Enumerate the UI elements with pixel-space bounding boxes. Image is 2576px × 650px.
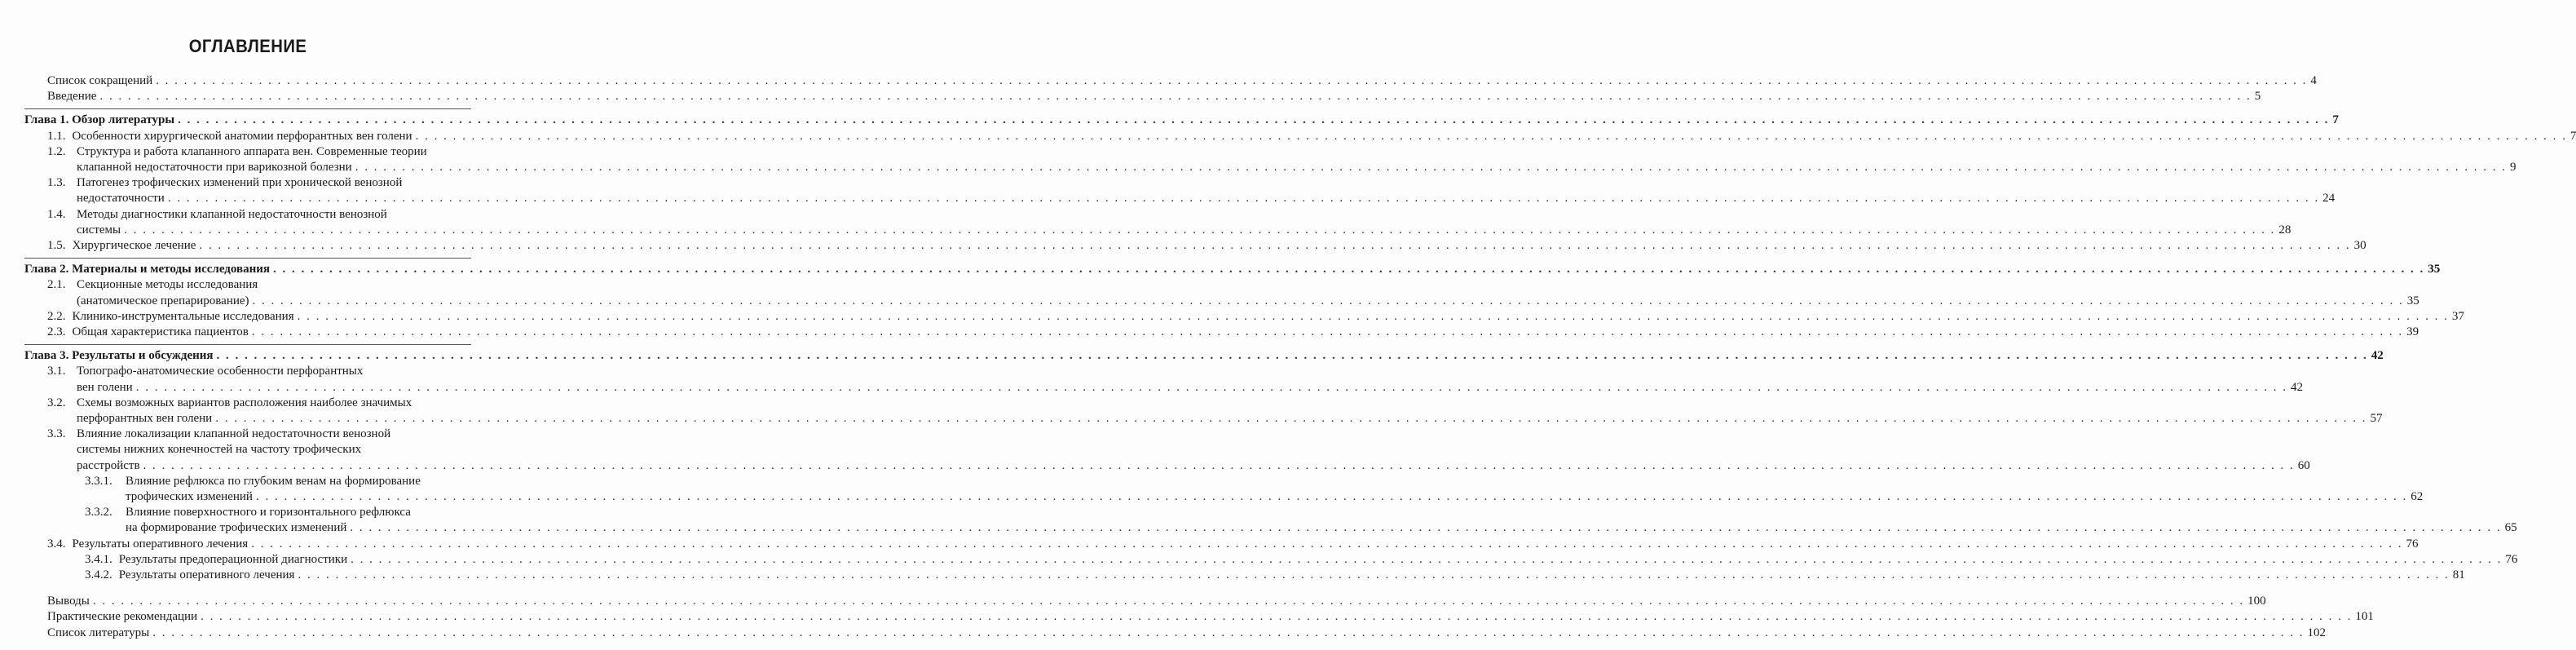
page-number: 9 — [2509, 161, 2516, 174]
entry-number: 2.2. — [47, 309, 66, 323]
dot-leader: . . . . . . . . . . . . . . . . . . . . . . . . . . . . . . . . . . . . . . . . . . . . . . . . . . . . . . . . . . . . . . . . . . . . . . . . . . . . . . . . . . . . . . . . . . . . . . . . . . . . . . . . . . . . . . . . . . . . . . . . . . . . . . . . . . . . . . . . . . . . . . . . . . . . . . . . . . . . . . . . . . . . . . . . . . . . . . . . . . . . . . . . . . . . . . . . . . . . . . . . . . . . . . . . . . . . . . . . . . . . . . . . . . . . . . — [199, 239, 2351, 252]
entry-number: 3.3.1. — [85, 474, 112, 488]
page-number: 102 — [2307, 626, 2326, 639]
entry-title-continued: Схемы возможных вариантов расположения наиболее значимых — [77, 396, 412, 409]
toc-entry[interactable] — [47, 129, 2576, 144]
dot-leader: . . . . . . . . . . . . . . . . . . . . . . . . . . . . . . . . . . . . . . . . . . . . . . . . . . . . . . . . . . . . . . . . . . . . . . . . . . . . . . . . . . . . . . . . . . . . . . . . . . . . . . . . . . . . . . . . . . . . . . . . . . . . . . . . . . . . . . . . . . . . . . . . . . . . . . . . . . . . . . . . . . . . . . . . . . . . . . . . . . . . . . . . . . . . . . . . . . . . . . . . . . . . . . . . . . . . . . . . . . . . . . . . . . . . . . — [178, 113, 2330, 127]
entry-title: Список литературы — [47, 626, 150, 639]
toc-entry[interactable] — [85, 552, 2518, 567]
dot-leader: . . . . . . . . . . . . . . . . . . . . . . . . . . . . . . . . . . . . . . . . . . . . . . . . . . . . . . . . . . . . . . . . . . . . . . . . . . . . . . . . . . . . . . . . . . . . . . . . . . . . . . . . . . . . . . . . . . . . . . . . . . . . . . . . . . . . . . . . . . . . . . . . . . . . . . . . . . . . . . . . . . . . . . . . . . . . . . . . . . . . . . . . . . . . . . . . . . . . . . . . . . . . . . . . . . . . . . . . . . . . . . . . . . . . . . — [298, 568, 2450, 581]
toc-chapter-heading[interactable] — [24, 113, 2339, 127]
entry-title-continued: Влияние рефлюкса по глубоким венам на формирование — [126, 474, 421, 488]
dot-leader: . . . . . . . . . . . . . . . . . . . . . . . . . . . . . . . . . . . . . . . . . . . . . . . . . . . . . . . . . . . . . . . . . . . . . . . . . . . . . . . . . . . . . . . . . . . . . . . . . . . . . . . . . . . . . . . . . . . . . . . . . . . . . . . . . . . . . . . . . . . . . . . . . . . . . . . . . . . . . . . . . . . . . . . . . . . . . . . . . . . . . . . . . . . . . . . . . . . . . . . . . . . . . . . . . . . . . . . . . . . . . . . . . . . . . . — [143, 458, 2295, 472]
dot-leader: . . . . . . . . . . . . . . . . . . . . . . . . . . . . . . . . . . . . . . . . . . . . . . . . . . . . . . . . . . . . . . . . . . . . . . . . . . . . . . . . . . . . . . . . . . . . . . . . . . . . . . . . . . . . . . . . . . . . . . . . . . . . . . . . . . . . . . . . . . . . . . . . . . . . . . . . . . . . . . . . . . . . . . . . . . . . . . . . . . . . . . . . . . . . . . . . . . . . . . . . . . . . . . . . . . . . . . . . . . . . . . . . . . . . . . — [350, 521, 2502, 535]
dot-leader: . . . . . . . . . . . . . . . . . . . . . . . . . . . . . . . . . . . . . . . . . . . . . . . . . . . . . . . . . . . . . . . . . . . . . . . . . . . . . . . . . . . . . . . . . . . . . . . . . . . . . . . . . . . . . . . . . . . . . . . . . . . . . . . . . . . . . . . . . . . . . . . . . . . . . . . . . . . . . . . . . . . . . . . . . . . . . . . . . . . . . . . . . . . . . . . . . . . . . . . . . . . . . . . . . . . . . . . . . . . . . . . . . . . . . . — [156, 74, 2308, 87]
page-number: 81 — [2452, 568, 2465, 581]
entry-title-continued: Топографо-анатомические особенности перфорантных — [77, 365, 364, 378]
page-number: 35 — [2428, 263, 2441, 276]
toc-entry[interactable] — [47, 238, 2366, 253]
entry-title: клапанной недостаточности при варикозной болезни — [77, 161, 352, 174]
dot-leader: . . . . . . . . . . . . . . . . . . . . . . . . . . . . . . . . . . . . . . . . . . . . . . . . . . . . . . . . . . . . . . . . . . . . . . . . . . . . . . . . . . . . . . . . . . . . . . . . . . . . . . . . . . . . . . . . . . . . . . . . . . . . . . . . . . . . . . . . . . . . . . . . . . . . . . . . . . . . . . . . . . . . . . . . . . . . . . . . . . . . . . . . . . . . . . . . . . . . . . . . . . . . . . . . . . . . . . . . . . . . . . . . . . . . . . — [216, 349, 2368, 363]
entry-title-continued: Влияние поверхностного и горизонтального рефлюкса — [126, 506, 411, 520]
page-number: 28 — [2278, 223, 2291, 237]
page-number: 65 — [2504, 521, 2517, 535]
entry-number: 3.3. — [47, 427, 66, 441]
toc-entry[interactable] — [77, 160, 2516, 175]
entry-title-continued: Методы диагностики клапанной недостаточности венозной — [77, 207, 387, 221]
entry-title-continued: системы нижних конечностей на частоту трофических — [77, 443, 362, 457]
toc-entry[interactable] — [126, 489, 2424, 504]
entry-title: на формирование трофических изменений — [126, 521, 347, 535]
entry-title: расстройств — [77, 458, 140, 472]
dot-leader: . . . . . . . . . . . . . . . . . . . . . . . . . . . . . . . . . . . . . . . . . . . . . . . . . . . . . . . . . . . . . . . . . . . . . . . . . . . . . . . . . . . . . . . . . . . . . . . . . . . . . . . . . . . . . . . . . . . . . . . . . . . . . . . . . . . . . . . . . . . . . . . . . . . . . . . . . . . . . . . . . . . . . . . . . . . . . . . . . . . . . . . . . . . . . . . . . . . . . . . . . . . . . . . . . . . . . . . . . . . . . . . . . . . . . . — [351, 552, 2503, 566]
dot-leader: . . . . . . . . . . . . . . . . . . . . . . . . . . . . . . . . . . . . . . . . . . . . . . . . . . . . . . . . . . . . . . . . . . . . . . . . . . . . . . . . . . . . . . . . . . . . . . . . . . . . . . . . . . . . . . . . . . . . . . . . . . . . . . . . . . . . . . . . . . . . . . . . . . . . . . . . . . . . . . . . . . . . . . . . . . . . . . . . . . . . . . . . . . . . . . . . . . . . . . . . . . . . . . . . . . . . . . . . . . . . . . . . . . . . . . — [152, 626, 2305, 639]
entry-number: 2.3. — [47, 325, 66, 338]
entry-title: недостаточности — [77, 192, 165, 206]
entry-number: 1.3. — [47, 176, 66, 190]
entry-number: 1.2. — [47, 144, 66, 158]
dot-leader: . . . . . . . . . . . . . . . . . . . . . . . . . . . . . . . . . . . . . . . . . . . . . . . . . . . . . . . . . . . . . . . . . . . . . . . . . . . . . . . . . . . . . . . . . . . . . . . . . . . . . . . . . . . . . . . . . . . . . . . . . . . . . . . . . . . . . . . . . . . . . . . . . . . . . . . . . . . . . . . . . . . . . . . . . . . . . . . . . . . . . . . . . . . . . . . . . . . . . . . . . . . . . . . . . . . . . . . . . . . . . . . . . . . . . . — [124, 223, 2276, 237]
entry-number: 3.1. — [47, 365, 66, 378]
page-number: 60 — [2297, 458, 2310, 472]
entry-title: Хирургическое лечение — [72, 239, 196, 252]
page-number: 30 — [2353, 239, 2366, 252]
entry-title: Выводы — [47, 595, 90, 608]
section-divider — [24, 258, 471, 259]
page-number: 39 — [2406, 325, 2419, 338]
page-number: 7 — [2569, 129, 2576, 143]
entry-title: Практические рекомендации — [47, 610, 198, 624]
toc-entry-front[interactable] — [47, 73, 2317, 88]
page-number: 76 — [2406, 537, 2419, 551]
page-number: 42 — [2290, 380, 2303, 394]
toc-entry[interactable] — [77, 411, 2383, 426]
entry-title: трофических изменений — [126, 490, 253, 503]
dot-leader: . . . . . . . . . . . . . . . . . . . . . . . . . . . . . . . . . . . . . . . . . . . . . . . . . . . . . . . . . . . . . . . . . . . . . . . . . . . . . . . . . . . . . . . . . . . . . . . . . . . . . . . . . . . . . . . . . . . . . . . . . . . . . . . . . . . . . . . . . . . . . . . . . . . . . . . . . . . . . . . . . . . . . . . . . . . . . . . . . . . . . . . . . . . . . . . . . . . . . . . . . . . . . . . . . . . . . . . . . . . . . . . . . . . . . . — [251, 325, 2404, 338]
entry-title: Результаты оперативного лечения — [118, 568, 295, 581]
toc-entry-back[interactable] — [47, 609, 2374, 624]
dot-leader: . . . . . . . . . . . . . . . . . . . . . . . . . . . . . . . . . . . . . . . . . . . . . . . . . . . . . . . . . . . . . . . . . . . . . . . . . . . . . . . . . . . . . . . . . . . . . . . . . . . . . . . . . . . . . . . . . . . . . . . . . . . . . . . . . . . . . . . . . . . . . . . . . . . . . . . . . . . . . . . . . . . . . . . . . . . . . . . . . . . . . . . . . . . . . . . . . . . . . . . . . . . . . . . . . . . . . . . . . . . . . . . . . . . . . . — [167, 192, 2320, 206]
dot-leader: . . . . . . . . . . . . . . . . . . . . . . . . . . . . . . . . . . . . . . . . . . . . . . . . . . . . . . . . . . . . . . . . . . . . . . . . . . . . . . . . . . . . . . . . . . . . . . . . . . . . . . . . . . . . . . . . . . . . . . . . . . . . . . . . . . . . . . . . . . . . . . . . . . . . . . . . . . . . . . . . . . . . . . . . . . . . . . . . . . . . . . . . . . . . . . . . . . . . . . . . . . . . . . . . . . . . . . . . . . . . . . . . . . . . . . — [251, 537, 2403, 551]
entry-number: 1.5. — [47, 239, 66, 252]
entry-number: 3.4.1. — [85, 552, 112, 566]
entry-title: Результаты предоперационной диагностики — [118, 552, 348, 566]
entry-number: 1.1. — [47, 129, 66, 143]
entry-title: Список сокращений — [47, 74, 153, 87]
dot-leader: . . . . . . . . . . . . . . . . . . . . . . . . . . . . . . . . . . . . . . . . . . . . . . . . . . . . . . . . . . . . . . . . . . . . . . . . . . . . . . . . . . . . . . . . . . . . . . . . . . . . . . . . . . . . . . . . . . . . . . . . . . . . . . . . . . . . . . . . . . . . . . . . . . . . . . . . . . . . . . . . . . . . . . . . . . . . . . . . . . . . . . . . . . . . . . . . . . . . . . . . . . . . . . . . . . . . . . . . . . . . . . . . . . . . . . — [255, 490, 2408, 503]
page-number: 35 — [2406, 294, 2419, 307]
page-number: 24 — [2322, 192, 2336, 206]
entry-number: 3.3.2. — [85, 506, 112, 520]
toc-entry[interactable] — [77, 191, 2336, 206]
toc-chapter-heading[interactable] — [24, 262, 2441, 276]
dot-leader: . . . . . . . . . . . . . . . . . . . . . . . . . . . . . . . . . . . . . . . . . . . . . . . . . . . . . . . . . . . . . . . . . . . . . . . . . . . . . . . . . . . . . . . . . . . . . . . . . . . . . . . . . . . . . . . . . . . . . . . . . . . . . . . . . . . . . . . . . . . . . . . . . . . . . . . . . . . . . . . . . . . . . . . . . . . . . . . . . . . . . . . . . . . . . . . . . . . . . . . . . . . . . . . . . . . . . . . . . . . . . . . . . . . . . . — [297, 309, 2449, 323]
entry-title: Глава 3. Результаты и обсуждения — [24, 349, 214, 363]
entry-number: 1.4. — [47, 207, 66, 221]
toc-entry[interactable] — [77, 223, 2291, 237]
dot-leader: . . . . . . . . . . . . . . . . . . . . . . . . . . . . . . . . . . . . . . . . . . . . . . . . . . . . . . . . . . . . . . . . . . . . . . . . . . . . . . . . . . . . . . . . . . . . . . . . . . . . . . . . . . . . . . . . . . . . . . . . . . . . . . . . . . . . . . . . . . . . . . . . . . . . . . . . . . . . . . . . . . . . . . . . . . . . . . . . . . . . . . . . . . . . . . . . . . . . . . . . . . . . . . . . . . . . . . . . . . . . . . . . . . . . . . — [415, 129, 2567, 143]
page-number: 42 — [2371, 349, 2384, 363]
entry-title: (анатомическое препарирование) — [77, 294, 249, 307]
dot-leader: . . . . . . . . . . . . . . . . . . . . . . . . . . . . . . . . . . . . . . . . . . . . . . . . . . . . . . . . . . . . . . . . . . . . . . . . . . . . . . . . . . . . . . . . . . . . . . . . . . . . . . . . . . . . . . . . . . . . . . . . . . . . . . . . . . . . . . . . . . . . . . . . . . . . . . . . . . . . . . . . . . . . . . . . . . . . . . . . . . . . . . . . . . . . . . . . . . . . . . . . . . . . . . . . . . . . . . . . . . . . . . . . . . . . . . — [273, 263, 2425, 276]
entry-title-continued: Патогенез трофических изменений при хронической венозной — [77, 176, 403, 190]
page-number: 37 — [2451, 309, 2464, 323]
entry-title: системы — [77, 223, 121, 237]
section-divider — [24, 344, 471, 345]
toc-entry[interactable] — [47, 309, 2464, 324]
dot-leader: . . . . . . . . . . . . . . . . . . . . . . . . . . . . . . . . . . . . . . . . . . . . . . . . . . . . . . . . . . . . . . . . . . . . . . . . . . . . . . . . . . . . . . . . . . . . . . . . . . . . . . . . . . . . . . . . . . . . . . . . . . . . . . . . . . . . . . . . . . . . . . . . . . . . . . . . . . . . . . . . . . . . . . . . . . . . . . . . . . . . . . . . . . . . . . . . . . . . . . . . . . . . . . . . . . . . . . . . . . . . . . . . . . . . . . — [252, 294, 2404, 307]
dot-leader: . . . . . . . . . . . . . . . . . . . . . . . . . . . . . . . . . . . . . . . . . . . . . . . . . . . . . . . . . . . . . . . . . . . . . . . . . . . . . . . . . . . . . . . . . . . . . . . . . . . . . . . . . . . . . . . . . . . . . . . . . . . . . . . . . . . . . . . . . . . . . . . . . . . . . . . . . . . . . . . . . . . . . . . . . . . . . . . . . . . . . . . . . . . . . . . . . . . . . . . . . . . . . . . . . . . . . . . . . . . . . . . . . . . . . . — [201, 610, 2353, 624]
page-number: 76 — [2505, 552, 2518, 566]
dot-leader: . . . . . . . . . . . . . . . . . . . . . . . . . . . . . . . . . . . . . . . . . . . . . . . . . . . . . . . . . . . . . . . . . . . . . . . . . . . . . . . . . . . . . . . . . . . . . . . . . . . . . . . . . . . . . . . . . . . . . . . . . . . . . . . . . . . . . . . . . . . . . . . . . . . . . . . . . . . . . . . . . . . . . . . . . . . . . . . . . . . . . . . . . . . . . . . . . . . . . . . . . . . . . . . . . . . . . . . . . . . . . . . . . . . . . . — [99, 90, 2252, 104]
dot-leader: . . . . . . . . . . . . . . . . . . . . . . . . . . . . . . . . . . . . . . . . . . . . . . . . . . . . . . . . . . . . . . . . . . . . . . . . . . . . . . . . . . . . . . . . . . . . . . . . . . . . . . . . . . . . . . . . . . . . . . . . . . . . . . . . . . . . . . . . . . . . . . . . . . . . . . . . . . . . . . . . . . . . . . . . . . . . . . . . . . . . . . . . . . . . . . . . . . . . . . . . . . . . . . . . . . . . . . . . . . . . . . . . . . . . . . — [135, 380, 2287, 394]
entry-title: Введение — [47, 90, 97, 104]
entry-title: Общая характеристика пациентов — [72, 325, 249, 338]
entry-number: 2.1. — [47, 278, 66, 292]
page-title: ОГЛАВЛЕНИЕ — [188, 36, 307, 56]
toc-chapter-heading[interactable] — [24, 348, 2384, 363]
section-divider — [24, 108, 471, 109]
toc-entry[interactable] — [77, 458, 2310, 473]
page-number: 7 — [2332, 113, 2339, 127]
toc-entry-front[interactable] — [47, 89, 2261, 104]
entry-title: Особенности хирургической анатомии перфорантных вен голени — [72, 129, 412, 143]
entry-title: Глава 1. Обзор литературы — [24, 113, 175, 127]
dot-leader: . . . . . . . . . . . . . . . . . . . . . . . . . . . . . . . . . . . . . . . . . . . . . . . . . . . . . . . . . . . . . . . . . . . . . . . . . . . . . . . . . . . . . . . . . . . . . . . . . . . . . . . . . . . . . . . . . . . . . . . . . . . . . . . . . . . . . . . . . . . . . . . . . . . . . . . . . . . . . . . . . . . . . . . . . . . . . . . . . . . . . . . . . . . . . . . . . . . . . . . . . . . . . . . . . . . . . . . . . . . . . . . . . . . . . . — [92, 595, 2245, 608]
toc-entry[interactable] — [47, 325, 2419, 339]
entry-number: 3.4. — [47, 537, 66, 551]
page-number: 101 — [2355, 610, 2374, 624]
entry-title: Клинико-инструментальные исследования — [72, 309, 294, 323]
toc-entry-back[interactable] — [47, 626, 2326, 640]
toc-entry[interactable] — [77, 294, 2419, 308]
page-number: 5 — [2254, 90, 2261, 104]
entry-title: Результаты оперативного лечения — [72, 537, 249, 551]
toc-entry[interactable] — [77, 380, 2303, 395]
entry-title: Глава 2. Материалы и методы исследования — [24, 263, 271, 276]
dot-leader: . . . . . . . . . . . . . . . . . . . . . . . . . . . . . . . . . . . . . . . . . . . . . . . . . . . . . . . . . . . . . . . . . . . . . . . . . . . . . . . . . . . . . . . . . . . . . . . . . . . . . . . . . . . . . . . . . . . . . . . . . . . . . . . . . . . . . . . . . . . . . . . . . . . . . . . . . . . . . . . . . . . . . . . . . . . . . . . . . . . . . . . . . . . . . . . . . . . . . . . . . . . . . . . . . . . . . . . . . . . . . . . . . . . . . . — [355, 161, 2507, 174]
entry-title: вен голени — [77, 380, 133, 394]
entry-title-continued: Структура и работа клапанного аппарата вен. Современные теории — [77, 144, 427, 158]
toc-entry[interactable] — [47, 537, 2419, 551]
entry-title: перфорантных вен голени — [77, 412, 213, 425]
page-number: 100 — [2247, 595, 2266, 608]
page-number: 4 — [2310, 74, 2317, 87]
dot-leader: . . . . . . . . . . . . . . . . . . . . . . . . . . . . . . . . . . . . . . . . . . . . . . . . . . . . . . . . . . . . . . . . . . . . . . . . . . . . . . . . . . . . . . . . . . . . . . . . . . . . . . . . . . . . . . . . . . . . . . . . . . . . . . . . . . . . . . . . . . . . . . . . . . . . . . . . . . . . . . . . . . . . . . . . . . . . . . . . . . . . . . . . . . . . . . . . . . . . . . . . . . . . . . . . . . . . . . . . . . . . . . . . . . . . . . — [215, 412, 2367, 425]
page-number: 57 — [2370, 412, 2383, 425]
toc-entry[interactable] — [85, 568, 2465, 582]
entry-number: 3.4.2. — [85, 568, 112, 581]
entry-number: 3.2. — [47, 396, 66, 409]
page-number: 62 — [2411, 490, 2424, 503]
toc-entry-back[interactable] — [47, 594, 2266, 608]
toc-entry[interactable] — [126, 520, 2517, 535]
entry-title-continued: Влияние локализации клапанной недостаточности венозной — [77, 427, 391, 441]
entry-title-continued: Секционные методы исследования — [77, 278, 258, 292]
